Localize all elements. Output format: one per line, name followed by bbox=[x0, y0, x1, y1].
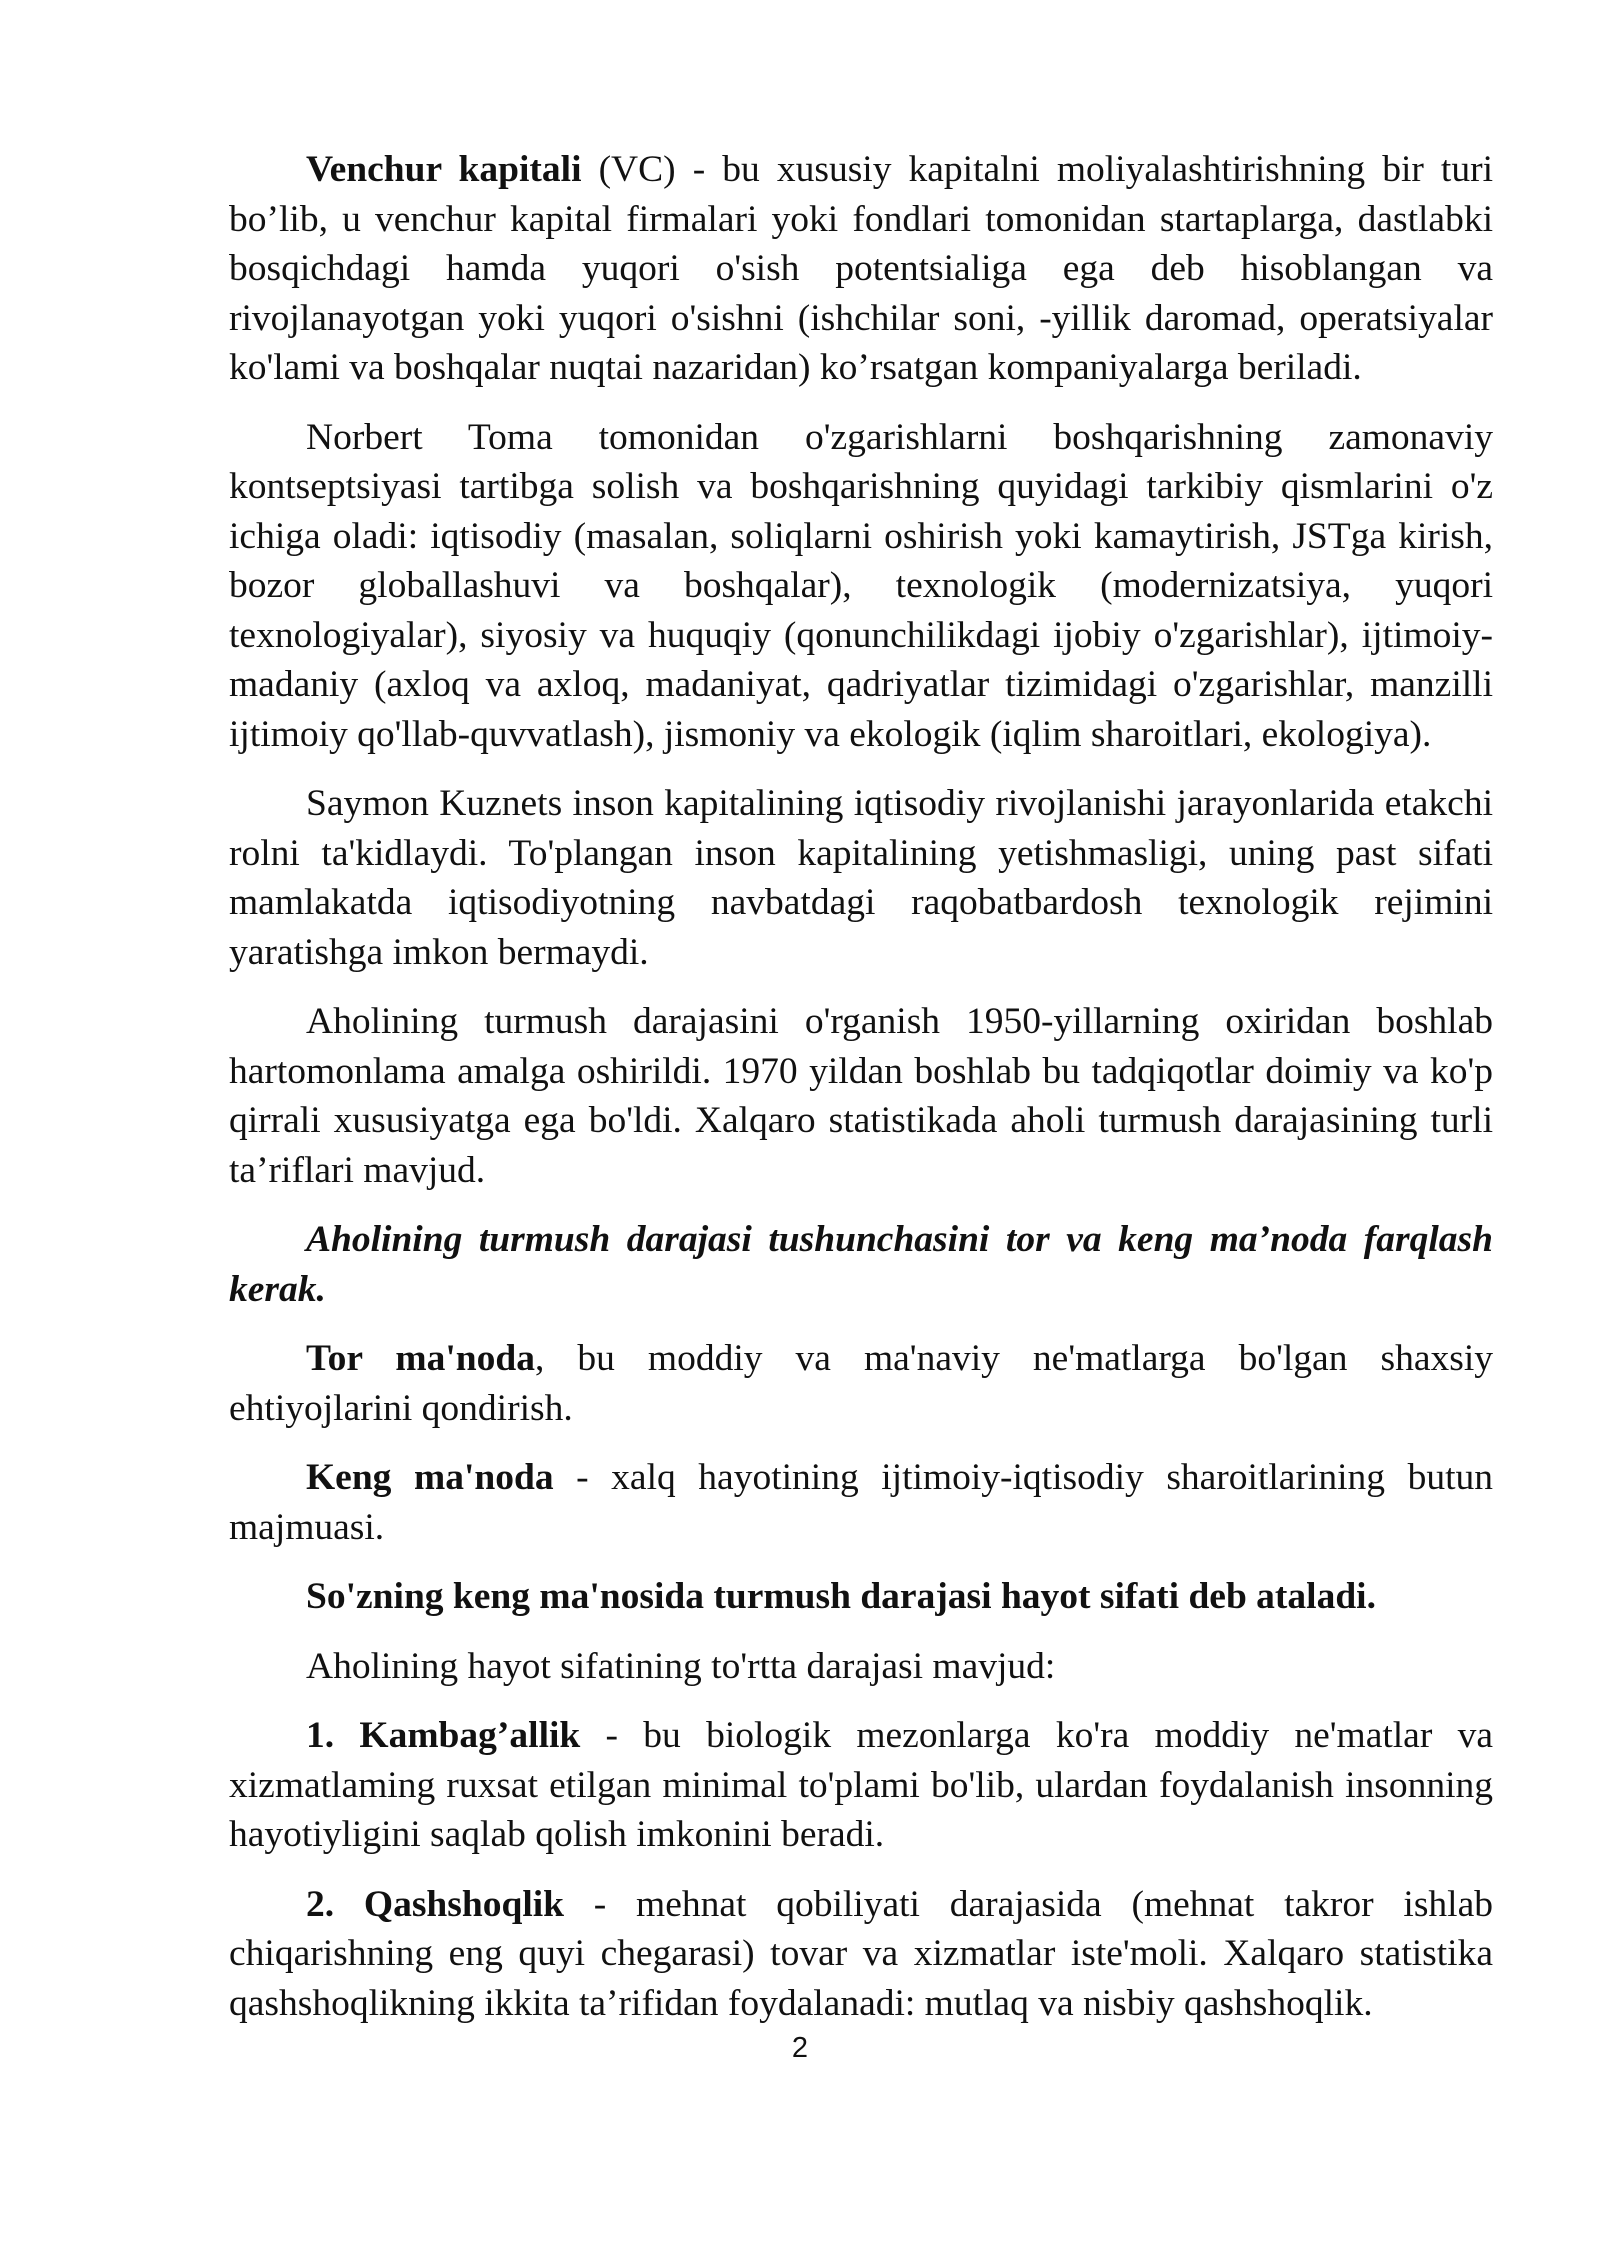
term-broad-sense: Keng ma'noda bbox=[306, 1457, 554, 1498]
paragraph-quality-of-life bbox=[229, 1572, 1493, 1622]
paragraph-text: Aholining turmush darajasi tushunchasini tor va keng ma’noda farqlash kerak. bbox=[229, 1219, 1493, 1310]
paragraph-four-levels bbox=[229, 1642, 1493, 1692]
paragraph-broad-sense bbox=[229, 1453, 1493, 1552]
paragraph-venture-capital bbox=[229, 145, 1493, 393]
paragraph-text: - xalq hayotining ijtimoiy-iqtisodiy sharoitlarining butun majmuasi. bbox=[229, 1457, 1493, 1548]
paragraph-distinction-heading bbox=[229, 1215, 1493, 1314]
paragraph-text: - mehnat qobiliyati darajasida (mehnat takror ishlab chiqarishning eng quyi chegarasi) tovar va xizmatlar iste'moli. Xalqaro statistika qashshoqlikning ikkita ta’rifidan foydalanadi: mutlaq va nisbiy qashshoqlik. bbox=[229, 1883, 1493, 2024]
paragraph-narrow-sense bbox=[229, 1334, 1493, 1433]
paragraph-living-standards bbox=[229, 997, 1493, 1195]
paragraph-text: - bu biologik mezonlarga ko'ra moddiy ne'matlar va xizmatlaming ruxsat etilgan minimal to'plami bo'lib, ulardan foydalanish insonning hayotiyligini saqlab qolish imkonini beradi. bbox=[229, 1715, 1493, 1855]
paragraph-text: Norbert Toma tomonidan o'zgarishlarni boshqarishning zamonaviy kontseptsiyasi tartibga solish va boshqarishning quyidagi tarkibiy qismlarini o'z ichiga oladi: iqtisodiy (masalan, soliqlarni oshirish yoki kamaytirish, JSTga kirish, bozor globallashuvi va boshqalar), texnologik (modernizatsiya, yuqori texnologiyalar), siyosiy va huquqiy (qonunchilikdagi ijobiy o'zgarishlar), ijtimoiy-madaniy (axloq va axloq, madaniyat, qadriyatlar tizimidagi o'zgarishlar, manzilli ijtimoiy qo'llab-quvvatlash), jismoniy va ekologik (iqlim sharoitlari, ekologiya). bbox=[229, 416, 1493, 755]
paragraph-destitution bbox=[229, 1880, 1493, 2029]
term-poverty: 1. Kambag’allik bbox=[306, 1715, 581, 1756]
paragraph-text: Aholining turmush darajasini o'rganish 1950-yillarning oxiridan boshlab hartomonlama amalga oshirildi. 1970 yildan boshlab bu tadqiqotlar doimiy va ko'p qirrali xususiyatga ega bo'ldi. Xalqaro statistikada aholi turmush darajasining turli ta’riflari mavjud. bbox=[229, 1001, 1493, 1191]
paragraph-text: (VC) - bu xususiy kapitalni moliyalashtirishning bir turi bo’lib, u venchur kapital firmalari yoki fondlari tomonidan startaplarga, dastlabki bosqichdagi hamda yuqori o'sish potentsialiga ega deb hisoblangan va rivojlanayotgan yoki yuqori o'sishni (ishchilar soni, -yillik daromad, operatsiyalar ko'lami va boshqalar nuqtai nazaridan) ko’rsatgan kompaniyalarga beriladi. bbox=[229, 149, 1494, 388]
term-narrow-sense: Tor ma'noda bbox=[306, 1338, 535, 1379]
term-venture-capital: Venchur kapitali bbox=[306, 149, 582, 190]
paragraph-text: So'zning keng ma'nosida turmush darajasi hayot sifati deb ataladi. bbox=[306, 1576, 1376, 1617]
document-page bbox=[229, 145, 1493, 2048]
paragraph-text: Aholining hayot sifatining to'rtta darajasi mavjud: bbox=[306, 1645, 1056, 1687]
paragraph-norbert-toma bbox=[229, 413, 1493, 760]
page-number: 2 bbox=[791, 2032, 809, 2064]
term-destitution: 2. Qashshoqlik bbox=[306, 1883, 565, 1925]
paragraph-kuznets bbox=[229, 779, 1493, 977]
paragraph-poverty bbox=[229, 1711, 1493, 1860]
paragraph-text: , bu moddiy va ma'naviy ne'matlarga bo'lgan shaxsiy ehtiyojlarini qondirish. bbox=[229, 1338, 1493, 1429]
paragraph-text: Saymon Kuznets inson kapitalining iqtisodiy rivojlanishi jarayonlarida etakchi rolni ta'kidlaydi. To'plangan inson kapitalining yetishmasligi, uning past sifati mamlakatda iqtisodiyotning navbatdagi raqobatbardosh texnologik rejimini yaratishga imkon bermaydi. bbox=[229, 783, 1493, 973]
